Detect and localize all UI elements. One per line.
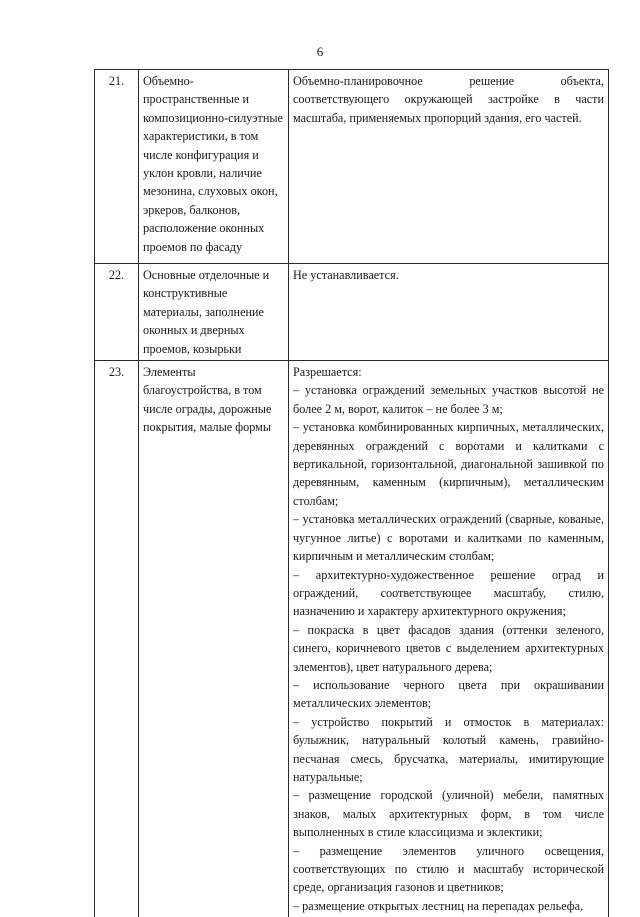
parameter-value xyxy=(289,361,609,917)
parameter-value: Не устанавливается. xyxy=(289,264,609,361)
table-row xyxy=(95,70,609,264)
table-row xyxy=(95,361,609,917)
list-item: – размещение элементов уличного освещения, соответствующих по стилю и масштабу исторической среде, организация газонов и цветников; xyxy=(293,843,604,895)
list-item: – архитектурно-художественное решение оград и ограждений, соответствующее масштабу, стилю, назначению и характеру архитектурного окружения; xyxy=(293,567,604,619)
table-row xyxy=(95,264,609,361)
parameter-value: Объемно-планировочное решение объекта, соответствующего окружающей застройке в части масштаба, применяемых пропорций здания, его частей. xyxy=(289,70,609,264)
list-item: – установка комбинированных кирпичных, металлических, деревянных ограждений с воротами и калитками с вертикальной, горизонтальной, диагональной зашивкой по деревянным, каменным (кирпичным), металлическим столбам; xyxy=(293,420,604,508)
regulations-table xyxy=(94,69,609,917)
list-item: – использование черного цвета при окрашивании металлических элементов; xyxy=(293,677,604,711)
row-number: 21. xyxy=(95,70,139,264)
list-item: – размещение городской (уличной) мебели, памятных знаков, малых архитектурных форм, в том числе выполненных в стиле классицизма и эклектики; xyxy=(293,788,604,840)
list-item: – установка металлических ограждений (сварные, кованые, чугунное литье) с воротами и калитками по каменным, кирпичным и металлическим столбам; xyxy=(293,512,604,564)
parameter-name: Основные отделочные и конструктивные материалы, заполнение оконных и дверных проемов, козырьки xyxy=(139,264,289,361)
list-item: – устройство покрытий и отмосток в материалах: булыжник, натуральный колотый камень, гравийно-песчаная смесь, брусчатка, материалы, имитирующие натуральные; xyxy=(293,714,604,784)
list-item: – установка ограждений земельных участков высотой не более 2 м, ворот, калиток – не более 3 м; xyxy=(293,383,604,416)
list-item: – размещение открытых лестниц на перепадах рельефа, xyxy=(293,898,584,913)
parameter-name: Объемно-пространственные и композиционно-силуэтные характеристики, в том числе конфигурация и уклон кровли, наличие мезонина, слуховых окон, эркеров, балконов, расположение оконных проемов по фасаду xyxy=(139,70,289,264)
parameter-name: Элементы благоустройства, в том числе ограды, дорожные покрытия, малые формы xyxy=(139,361,289,917)
row-number: 22. xyxy=(95,264,139,361)
page-number: 6 xyxy=(316,44,324,59)
row-number: 23. xyxy=(95,361,139,917)
list-item: – покраска в цвет фасадов здания (оттенки зеленого, синего, коричневого цветов с выделением архитектурных элементов), цвет натурального дерева; xyxy=(293,622,604,674)
value-intro: Разрешается: xyxy=(293,365,362,380)
